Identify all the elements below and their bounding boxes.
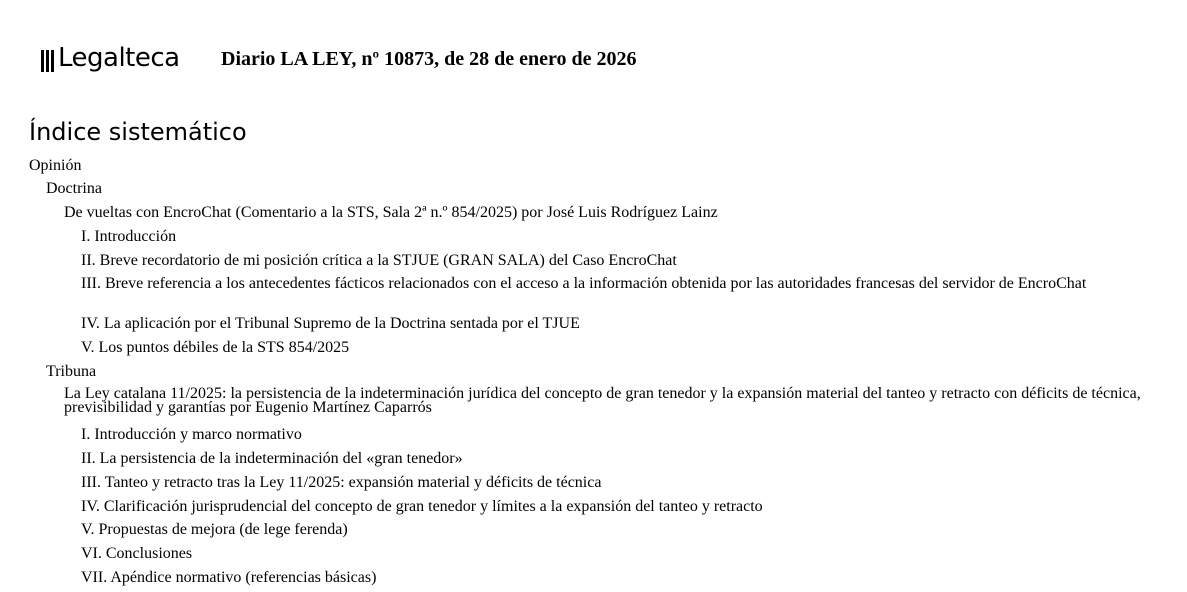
toc-article-tribuna[interactable]: La Ley catalana 11/2025: la persistencia de la indeterminación jurídica del concepto de gran tenedor y la expansión material del tanteo y retracto con déficits de técnica, previsibilidad y garantías por Eugenio Martínez Caparrós: [64, 385, 1141, 416]
page-title: Índice sistemático: [29, 118, 247, 146]
toc-item[interactable]: VI. Conclusiones: [81, 545, 193, 562]
toc-item[interactable]: II. La persistencia de la indeterminación del «gran tenedor»: [81, 450, 463, 467]
toc-item[interactable]: III. Tanteo y retracto tras la Ley 11/2025: expansión material y déficits de técnica: [81, 474, 602, 491]
toc-item[interactable]: I. Introducción y marco normativo: [81, 426, 302, 443]
toc-item[interactable]: IV. La aplicación por el Tribunal Supremo de la Doctrina sentada por el TJUE: [81, 315, 580, 332]
toc-item[interactable]: IV. Clarificación jurisprudencial del concepto de gran tenedor y límites a la expansión del tanteo y retracto: [81, 498, 763, 515]
toc-item[interactable]: V. Los puntos débiles de la STS 854/2025: [81, 339, 350, 356]
toc-subsection-doctrina[interactable]: Doctrina: [46, 180, 102, 197]
toc-item[interactable]: III. Breve referencia a los antecedentes fácticos relacionados con el acceso a la información obtenida por las autoridades francesas del servidor de EncroChat: [81, 275, 1087, 292]
toc-subsection-tribuna[interactable]: Tribuna: [46, 363, 97, 380]
toc-section-opinion[interactable]: Opinión: [29, 157, 82, 174]
issue-title: Diario LA LEY, nº 10873, de 28 de enero de 2026: [221, 48, 637, 70]
toc-article-doctrina[interactable]: De vueltas con EncroChat (Comentario a la STS, Sala 2ª n.º 854/2025) por José Luis Rodríguez Lainz: [64, 204, 718, 221]
logo-bars-icon: [41, 46, 56, 72]
toc-item[interactable]: V. Propuestas de mejora (de lege ferenda): [81, 521, 348, 538]
logo-text: Legalteca: [58, 43, 180, 73]
toc-item[interactable]: II. Breve recordatorio de mi posición crítica a la STJUE (GRAN SALA) del Caso EncroChat: [81, 252, 677, 269]
toc-item[interactable]: I. Introducción: [81, 228, 177, 245]
toc-item[interactable]: VII. Apéndice normativo (referencias básicas): [81, 569, 377, 586]
legalteca-logo[interactable]: [41, 38, 180, 78]
header: [41, 38, 180, 78]
